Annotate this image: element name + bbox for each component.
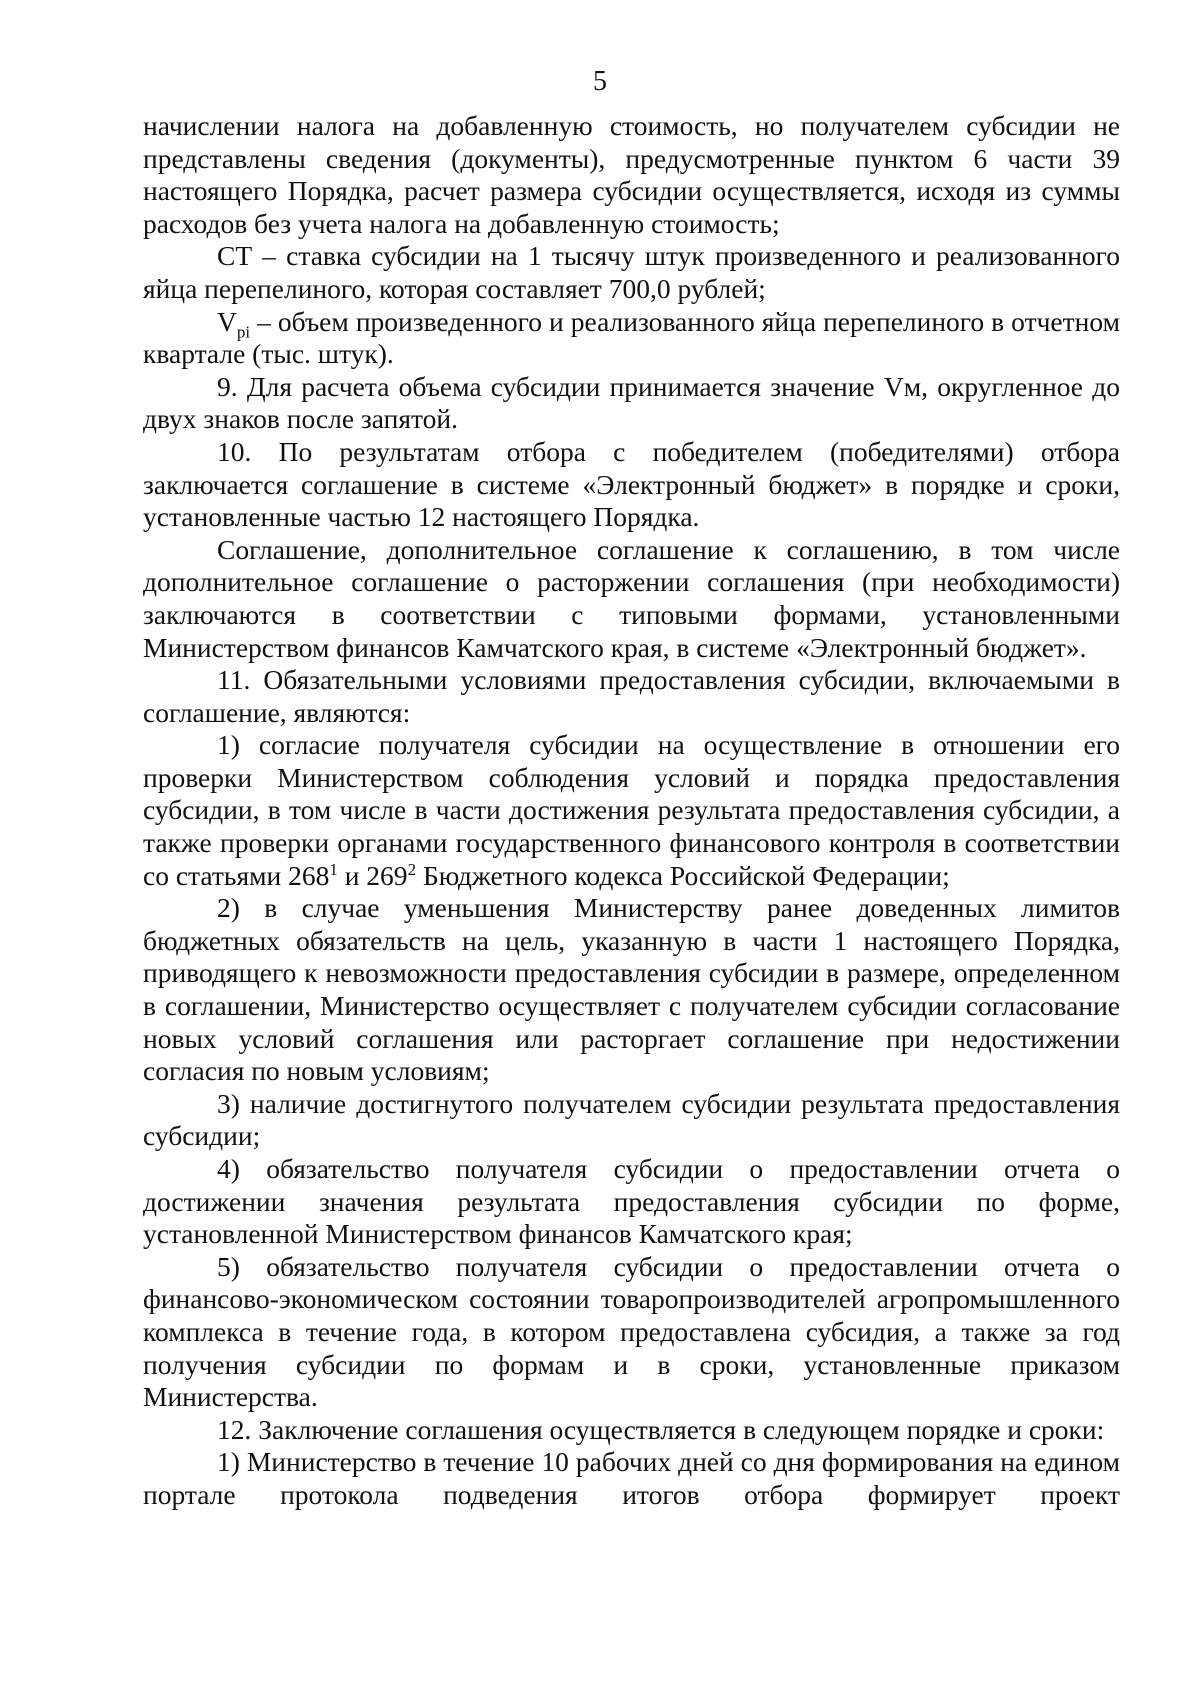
document-body (143, 110, 1120, 1512)
paragraph-st-definition: СТ – ставка субсидии на 1 тысячу штук произведенного и реализованного яйца перепелиного, которая составляет 700,0 рублей; (143, 240, 1120, 304)
vpi-subscript: pi (236, 322, 251, 342)
paragraph-11-item-3: 3) наличие достигнутого получателем субсидии результата предоставления субсидии; (143, 1087, 1120, 1152)
paragraph-12-item-1: 1) Министерство в течение 10 рабочих дней со дня формирования на едином портале протокола подведения итогов отбора формирует проект (143, 1446, 1120, 1510)
item-1-sup-1: 1 (329, 859, 338, 879)
page-number: 5 (593, 66, 607, 97)
paragraph-11-item-5: 5) обязательство получателя субсидии о предоставлении отчета о финансово-экономическом состоянии товаропроизводителей агропромышленного комплекса в течение года, в котором предоставлена субсидия, а также за год получения субсидии по формам и в сроки, установленные приказом Министерства. (143, 1250, 1120, 1413)
vpi-description: – объем произведенного и реализованного яйца перепелиного в отчетном квартале (тыс. штук). (143, 305, 1120, 370)
paragraph-11-item-4: 4) обязательство получателя субсидии о предоставлении отчета о достижении значения результата предоставления субсидии по форме, установленной Министерством финансов Камчатского края; (143, 1153, 1120, 1250)
paragraph-12: 12. Заключение соглашения осуществляется в следующем порядке и сроки: (217, 1413, 1105, 1445)
paragraph-11-item-2: 2) в случае уменьшения Министерству ранее доведенных лимитов бюджетных обязательств на цель, указанную в части 1 настоящего Порядка, приводящего к невозможности предоставления субсидии в размере, определенном в соглашении, Министерство осуществляет с получателем субсидии согласование новых условий соглашения или расторгает соглашение при недостижении согласия по новым условиям; (143, 892, 1120, 1087)
paragraph-11: 11. Обязательными условиями предоставления субсидии, включаемыми в соглашение, являются: (143, 664, 1120, 728)
vpi-symbol: V (217, 305, 237, 337)
paragraph-vpi-definition (143, 306, 1120, 371)
item-1-sup-2: 2 (407, 859, 417, 879)
paragraph-10: 10. По результатам отбора с победителем (победителями) отбора заключается соглашение в системе «Электронный бюджет» в порядке и сроки, установленные частью 12 настоящего Порядка. (143, 435, 1120, 533)
paragraph-agreement-forms: Соглашение, дополнительное соглашение к соглашению, в том числе дополнительное соглашение о расторжении соглашения (при необходимости) заключаются в соответствии с типовыми формами, установленными Министерством финансов Камчатского края, в системе «Электронный бюджет». (143, 533, 1120, 663)
item-1-text-after: Бюджетного кодекса Российской Федерации; (416, 859, 950, 891)
item-1-text-middle: и 269 (337, 859, 408, 891)
paragraph-continuation: начислении налога на добавленную стоимость, но получателем субсидии не представлены сведения (документы), предусмотренные пунктом 6 части 39 настоящего Порядка, расчет размера субсидии осуществляется, исходя из суммы расходов без учета налога на добавленную стоимость; (143, 110, 1120, 239)
item-1-text-before: 1) согласие получателя субсидии на осуществление в отношении его проверки Министерством соблюдения условий и порядка предоставления субсидии, в том числе в части достижения результата предоставления субсидии, а также проверки органами государственного финансового контроля в соответствии со статьями 268 (143, 729, 1120, 891)
paragraph-11-item-1 (143, 729, 1120, 892)
paragraph-9: 9. Для расчета объема субсидии принимается значение Vм, округленное до двух знаков после запятой. (143, 370, 1120, 435)
